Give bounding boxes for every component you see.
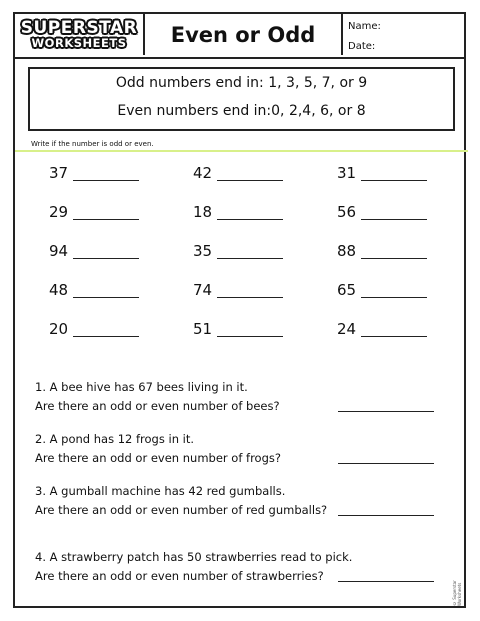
answer-blank[interactable] — [361, 219, 427, 220]
name-label: Name: — [348, 21, 381, 32]
number-item — [193, 281, 293, 301]
answer-blank[interactable] — [73, 297, 139, 298]
number-value: 35 — [193, 242, 213, 260]
question-text: 4. A strawberry patch has 50 strawberries read to pick. — [35, 550, 353, 564]
answer-blank[interactable] — [217, 219, 283, 220]
number-item — [193, 203, 293, 223]
answer-blank[interactable] — [73, 258, 139, 259]
rules-box — [28, 67, 455, 131]
answer-blank[interactable] — [217, 297, 283, 298]
number-value: 56 — [337, 203, 357, 221]
number-item — [49, 281, 149, 301]
answer-blank[interactable] — [73, 180, 139, 181]
number-value: 29 — [49, 203, 69, 221]
number-item — [49, 242, 149, 262]
number-item — [337, 320, 437, 340]
number-value: 20 — [49, 320, 69, 338]
question-text: 3. A gumball machine has 42 red gumballs. — [35, 484, 286, 498]
number-item — [337, 164, 437, 184]
worksheet-page — [13, 12, 466, 608]
divider-line — [15, 150, 468, 152]
number-value: 24 — [337, 320, 357, 338]
superstar-worksheets-logo — [17, 16, 141, 53]
answer-blank[interactable] — [361, 258, 427, 259]
answer-blank[interactable] — [361, 297, 427, 298]
number-value: 94 — [49, 242, 69, 260]
number-item — [49, 320, 149, 340]
answer-blank[interactable] — [73, 336, 139, 337]
page-title: Even or Odd — [170, 22, 316, 47]
question-prompt: Are there an odd or even number of strawberries? — [35, 569, 324, 583]
number-value: 65 — [337, 281, 357, 299]
answer-blank[interactable] — [217, 180, 283, 181]
number-value: 37 — [49, 164, 69, 182]
header-divider — [341, 14, 343, 55]
even-rule: Even numbers end in:0, 2,4, 6, or 8 — [117, 103, 366, 119]
instructions: Write if the number is odd or even. — [31, 140, 154, 148]
number-value: 18 — [193, 203, 213, 221]
question-prompt: Are there an odd or even number of bees? — [35, 399, 280, 413]
number-value: 42 — [193, 164, 213, 182]
question-text: 1. A bee hive has 67 bees living in it. — [35, 380, 248, 394]
number-value: 48 — [49, 281, 69, 299]
date-label: Date: — [348, 41, 376, 52]
logo-line-2: WORKSHEETS — [31, 35, 127, 50]
number-item — [337, 281, 437, 301]
number-item — [193, 242, 293, 262]
answer-blank[interactable] — [217, 336, 283, 337]
answer-blank[interactable] — [73, 219, 139, 220]
logo-line-1: SUPERSTAR — [20, 17, 138, 38]
answer-line[interactable] — [338, 463, 434, 464]
question-prompt: Are there an odd or even number of frogs? — [35, 451, 281, 465]
question-text: 2. A pond has 12 frogs in it. — [35, 432, 195, 446]
question-prompt: Are there an odd or even number of red gumballs? — [35, 503, 328, 517]
number-value: 51 — [193, 320, 213, 338]
copyright-text: © Superstar Worksheets — [452, 580, 462, 606]
number-value: 74 — [193, 281, 213, 299]
number-item — [337, 242, 437, 262]
odd-rule: Odd numbers end in: 1, 3, 5, 7, or 9 — [115, 75, 368, 91]
answer-blank[interactable] — [361, 336, 427, 337]
number-item — [337, 203, 437, 223]
number-item — [193, 320, 293, 340]
number-item — [193, 164, 293, 184]
answer-line[interactable] — [338, 411, 434, 412]
answer-line[interactable] — [338, 581, 434, 582]
answer-line[interactable] — [338, 515, 434, 516]
worksheet-header — [15, 14, 464, 59]
number-value: 88 — [337, 242, 357, 260]
number-item — [49, 164, 149, 184]
answer-blank[interactable] — [361, 180, 427, 181]
number-item — [49, 203, 149, 223]
number-value: 31 — [337, 164, 357, 182]
answer-blank[interactable] — [217, 258, 283, 259]
